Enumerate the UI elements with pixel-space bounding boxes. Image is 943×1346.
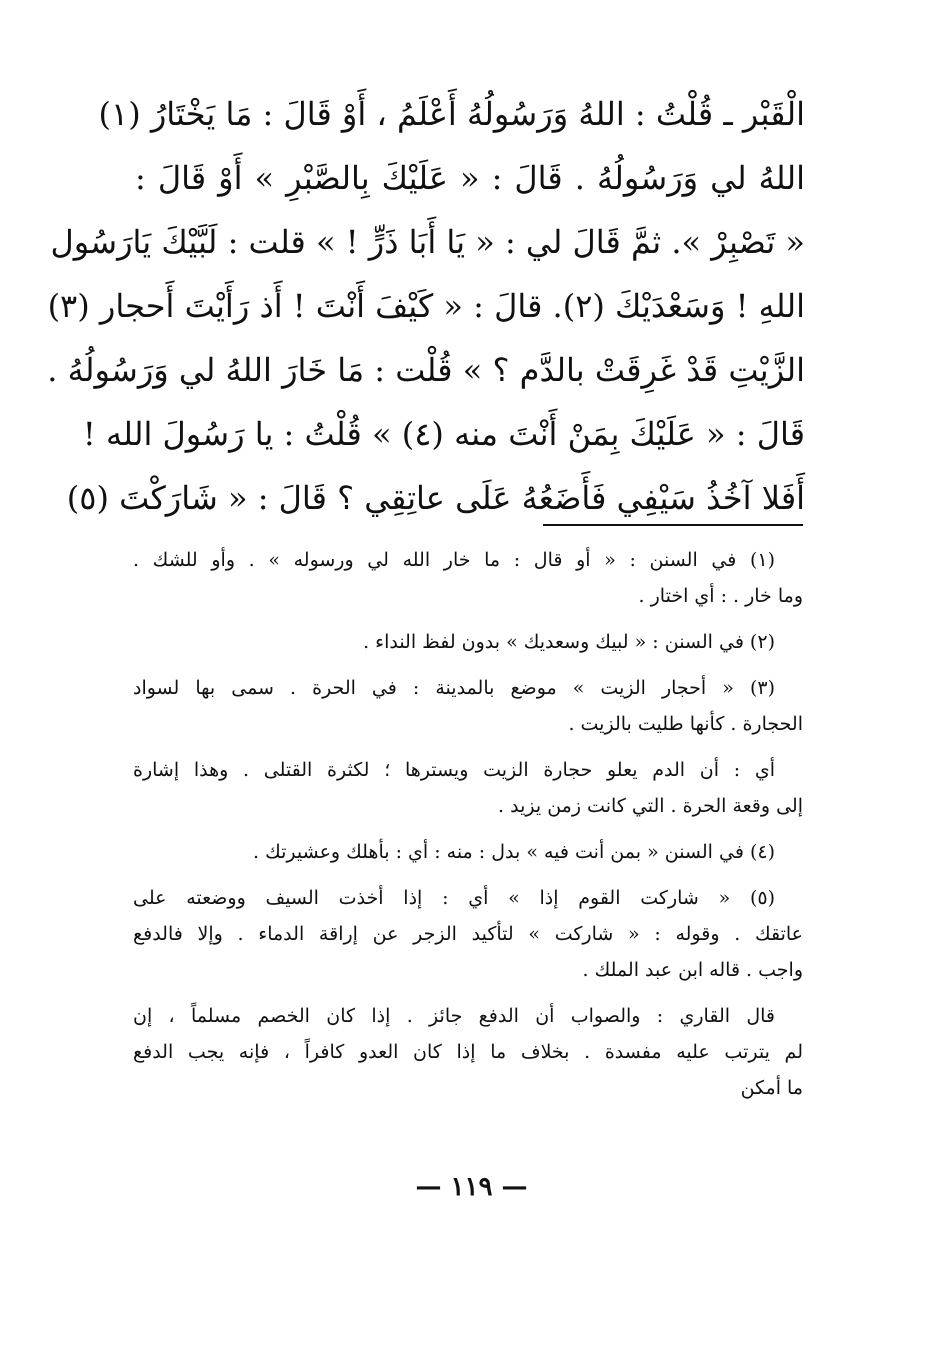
main-text-line: قَالَ : « عَلَيْكَ بِمَنْ أَنْتَ منه (٤) » قُلْتُ : يا رَسُولَ الله !: [82, 415, 805, 453]
footnote-line: (٥) « شاركت القوم إذا » أي : إذا أخذت السيف ووضعته على: [133, 887, 775, 909]
footnote-line: لم يترتب عليه مفسدة . بخلاف ما إذا كان العدو كافراً ، فإنه يجب الدفع: [133, 1041, 803, 1063]
footnote-5: [133, 880, 803, 988]
footnote-line: (١) في السنن : « أو قال : ما خار الله لي ورسوله » . وأو للشك .: [133, 549, 775, 571]
footnote-line: أي : أن الدم يعلو حجارة الزيت ويسترها ؛ لكثرة القتلى . وهذا إشارة: [133, 759, 775, 781]
main-text-line: الزَّيْتِ قَدْ غَرِقَتْ بالدَّم ؟ » قُلْت : مَا خَارَ اللهُ لي وَرَسُولُهُ .: [47, 351, 805, 389]
footnote-4: [133, 834, 803, 870]
footnote-line: ما أمكن: [740, 1077, 803, 1099]
footnote-2: [133, 624, 803, 660]
main-text-line: أَفَلا آخُذُ سَيْفِي فَأَضَعُهُ عَلَى عاتِقِي ؟ قَالَ : « شَارَكْتَ (٥): [66, 479, 805, 517]
footnote-line: وما خار . : أي اختار .: [638, 585, 803, 607]
footnotes: [133, 542, 803, 1116]
footnote-line: الحجارة . كأنها طليت بالزيت .: [568, 713, 803, 735]
footnote-3: [133, 670, 803, 742]
main-text-line: الْقَبْر ـ قُلْتُ : اللهُ وَرَسُولُهُ أَعْلَمُ ، أَوْ قَالَ : مَا يَخْتَارُ (١): [98, 95, 805, 133]
main-text: [47, 82, 805, 530]
main-text-line: اللهِ ! وَسَعْدَيْكَ (٢). قالَ : « كَيْفَ أَنْتَ ! أَذ رَأَيْتَ أَحجار (٣): [47, 287, 805, 325]
footnote-line: عاتقك . وقوله : « شاركت » لتأكيد الزجر عن إراقة الدماء . وإلا فالدفع: [133, 923, 803, 945]
main-text-line: اللهُ لي وَرَسُولُهُ . قَالَ : « عَلَيْكَ بِالصَّبْرِ » أَوْ قَالَ :: [135, 159, 805, 197]
footnote-line: (٢) في السنن : « لبيك وسعديك » بدون لفظ النداء .: [363, 631, 775, 653]
main-text-line: « تَصْبِرْ ». ثمَّ قَالَ لي : « يَا أَبَا ذَرٍّ ! » قلت : لَبَّيْكَ يَارَسُول: [50, 223, 805, 261]
footnote-line: واجب . قاله ابن عبد الملك .: [582, 959, 803, 981]
footnote-line: (٣) « أحجار الزيت » موضع بالمدينة : في الحرة . سمى بها لسواد: [133, 677, 775, 699]
footnote-5-commentary: [133, 998, 803, 1106]
footnote-3-continuation: [133, 752, 803, 824]
footnote-line: قال القاري : والصواب أن الدفع جائز . إذا كان الخصم مسلماً ، إن: [133, 1005, 775, 1027]
footnote-separator: [543, 524, 803, 526]
page-number: — ١١٩ —: [415, 1172, 528, 1202]
footnote-line: (٤) في السنن « بمن أنت فيه » بدل : منه : أي : بأهلك وعشيرتك .: [253, 841, 775, 863]
footnote-1: [133, 542, 803, 614]
footnote-line: إلى وقعة الحرة . التي كانت زمن يزيد .: [498, 795, 803, 817]
